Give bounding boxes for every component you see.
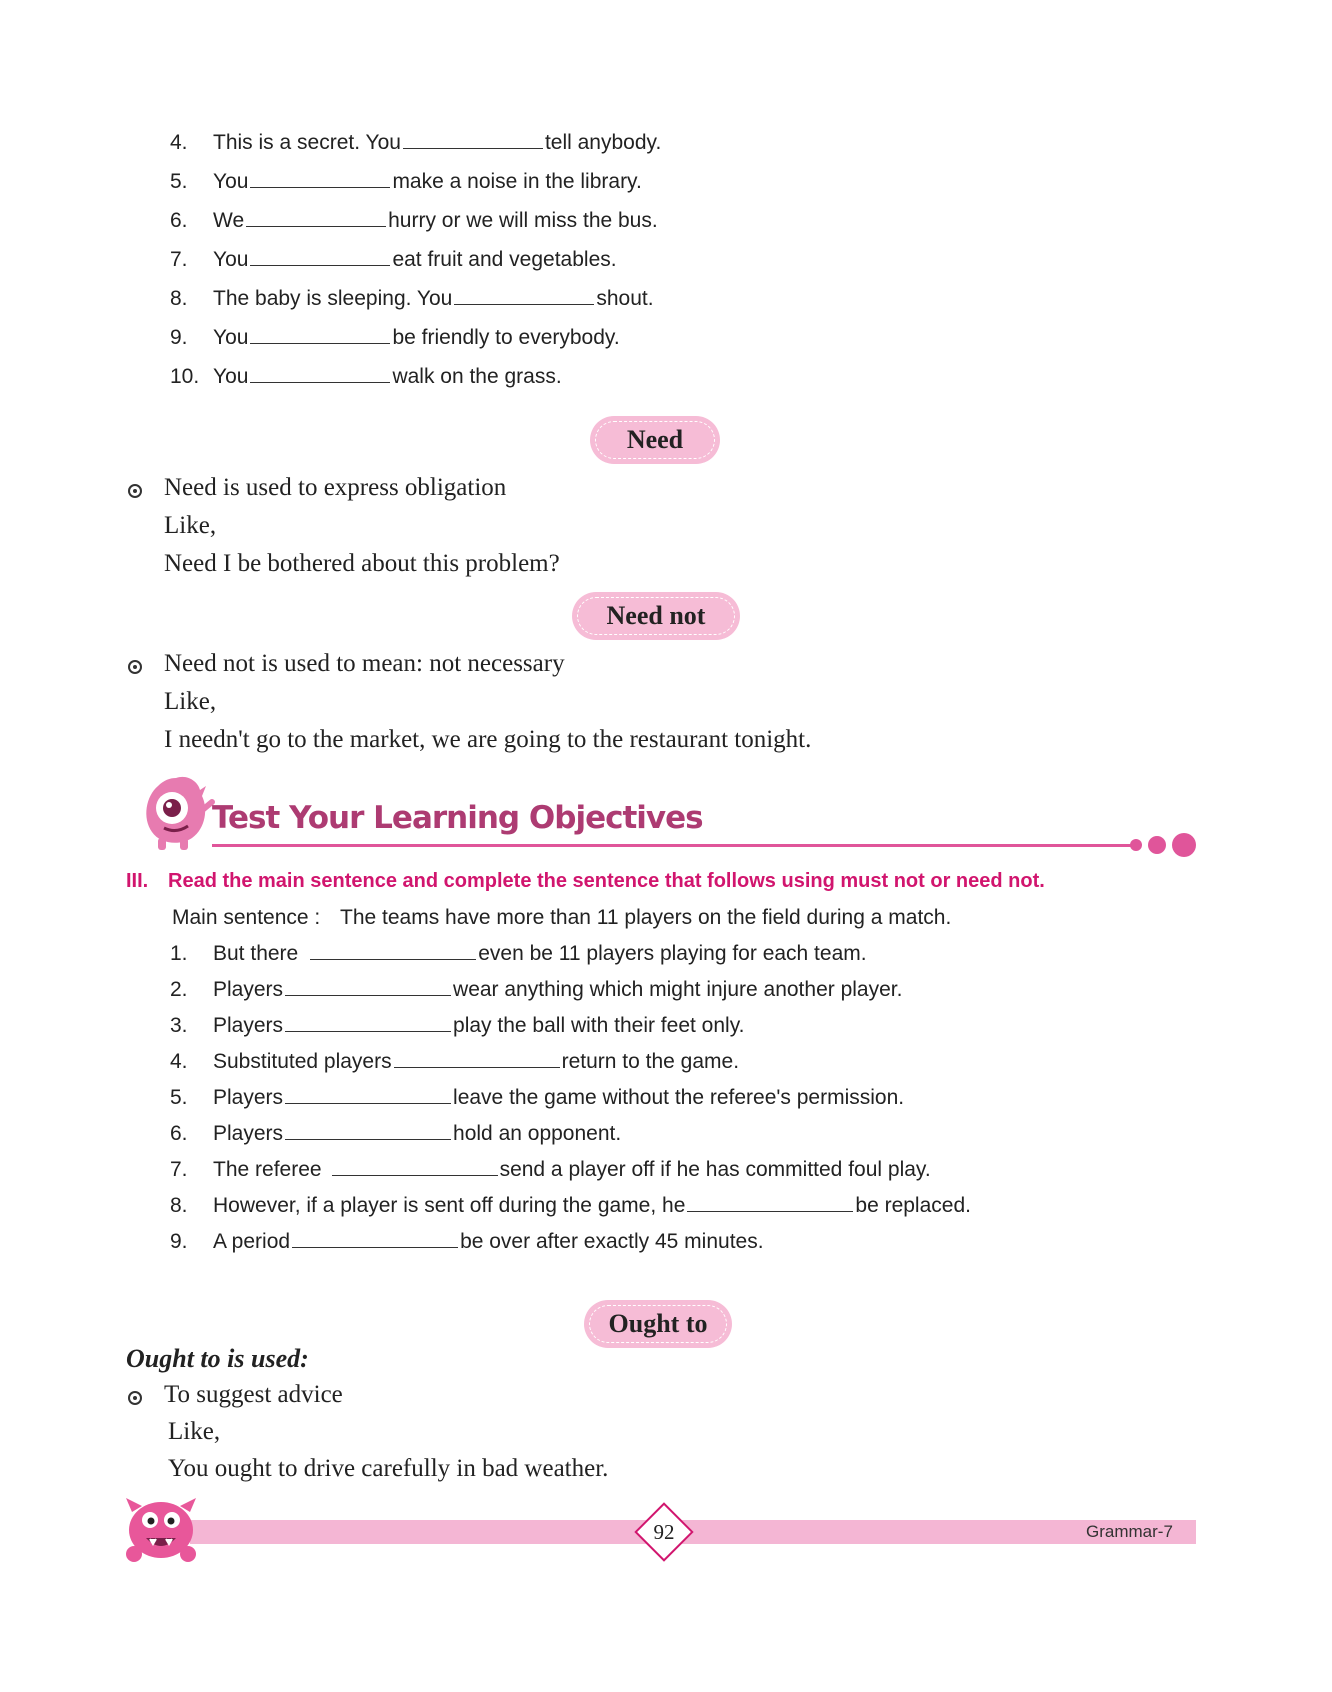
page-number: 92 bbox=[653, 1519, 675, 1544]
rule-text: To suggest advice bbox=[164, 1381, 343, 1408]
answer-blank[interactable] bbox=[454, 288, 594, 305]
item-text: You bbox=[213, 248, 249, 271]
mascot-icon bbox=[136, 772, 216, 852]
item-text: be replaced. bbox=[855, 1194, 971, 1217]
main-sentence bbox=[172, 906, 952, 930]
section-heading-ought-to bbox=[584, 1300, 732, 1348]
page-number-badge bbox=[634, 1502, 694, 1562]
item-text: shout. bbox=[596, 287, 654, 310]
item-text: even be 11 players playing for each team. bbox=[478, 942, 867, 965]
item-text: be over after exactly 45 minutes. bbox=[460, 1230, 764, 1253]
ought-to-subheading: Ought to is used: bbox=[126, 1344, 309, 1373]
item-text: Players bbox=[213, 1122, 284, 1145]
item-number: 6. bbox=[170, 1122, 188, 1145]
answer-blank[interactable] bbox=[687, 1195, 853, 1212]
item-text: A period bbox=[213, 1230, 291, 1253]
answer-blank[interactable] bbox=[403, 132, 543, 149]
like-text: Like, bbox=[164, 688, 217, 715]
item-text: The baby is sleeping. You bbox=[213, 287, 453, 310]
bullet-icon bbox=[128, 1391, 142, 1405]
dot-decoration bbox=[1148, 836, 1166, 854]
item-text: walk on the grass. bbox=[392, 365, 562, 388]
rule-text: Need is used to express obligation bbox=[164, 474, 507, 501]
item-number: 4. bbox=[170, 1050, 188, 1073]
item-text: leave the game without the referee's permission. bbox=[453, 1086, 905, 1109]
item-text: Players bbox=[213, 1014, 284, 1037]
bullet-icon bbox=[128, 484, 142, 498]
item-number: 4. bbox=[170, 131, 188, 154]
item-number: 1. bbox=[170, 942, 188, 965]
item-text: tell anybody. bbox=[544, 131, 662, 154]
like-text: Like, bbox=[164, 512, 217, 539]
rule-text: Need not is used to mean: not necessary bbox=[164, 650, 565, 677]
bullet-icon bbox=[128, 660, 142, 674]
main-sentence-text: The teams have more than 11 players on the field during a match. bbox=[340, 906, 952, 929]
example-text: Need I be bothered about this problem? bbox=[164, 550, 560, 577]
item-number: 7. bbox=[170, 248, 188, 271]
item-text: The referee bbox=[213, 1158, 322, 1181]
answer-blank[interactable] bbox=[310, 943, 476, 960]
item-text: play the ball with their feet only. bbox=[453, 1014, 745, 1037]
exercise-instruction: Read the main sentence and complete the sentence that follows using must not or need not. bbox=[168, 870, 1045, 892]
item-text: You bbox=[213, 365, 249, 388]
answer-blank[interactable] bbox=[250, 366, 390, 383]
section-heading-need bbox=[590, 416, 720, 464]
book-title: Grammar-7 bbox=[1086, 1522, 1173, 1541]
main-label: Main sentence : bbox=[172, 906, 321, 929]
item-text: But there bbox=[213, 942, 299, 965]
like-text: Like, bbox=[168, 1418, 221, 1445]
item-text: Players bbox=[213, 978, 284, 1001]
answer-blank[interactable] bbox=[250, 327, 390, 344]
answer-blank[interactable] bbox=[250, 171, 390, 188]
item-number: 9. bbox=[170, 326, 188, 349]
item-number: 6. bbox=[170, 209, 188, 232]
answer-blank[interactable] bbox=[285, 1123, 451, 1140]
heading-text: Ought to bbox=[608, 1309, 708, 1338]
answer-blank[interactable] bbox=[394, 1051, 560, 1068]
item-text: hurry or we will miss the bus. bbox=[388, 209, 658, 232]
item-text: Players bbox=[213, 1086, 284, 1109]
monster-icon bbox=[122, 1492, 200, 1564]
item-text: be friendly to everybody. bbox=[392, 326, 620, 349]
answer-blank[interactable] bbox=[285, 1087, 451, 1104]
dot-decoration bbox=[1130, 839, 1142, 851]
item-number: 3. bbox=[170, 1014, 188, 1037]
item-number: 9. bbox=[170, 1230, 188, 1253]
item-number: 8. bbox=[170, 1194, 188, 1217]
item-text: Substituted players bbox=[213, 1050, 392, 1073]
item-number: 7. bbox=[170, 1158, 188, 1181]
item-number: 8. bbox=[170, 287, 188, 310]
item-text: We bbox=[213, 209, 245, 232]
example-text: I needn't go to the market, we are going to the restaurant tonight. bbox=[164, 726, 812, 753]
dot-decoration bbox=[1172, 833, 1196, 857]
item-text: send a player off if he has committed foul play. bbox=[499, 1158, 931, 1181]
answer-blank[interactable] bbox=[285, 1015, 451, 1032]
answer-blank[interactable] bbox=[292, 1231, 458, 1248]
answer-blank[interactable] bbox=[285, 979, 451, 996]
item-number: 5. bbox=[170, 170, 188, 193]
item-text: However, if a player is sent off during the game, he bbox=[213, 1194, 686, 1217]
section-heading-need-not bbox=[572, 592, 740, 640]
heading-text: Need bbox=[626, 425, 684, 454]
item-text: wear anything which might injure another player. bbox=[453, 978, 903, 1001]
item-number: 2. bbox=[170, 978, 188, 1001]
divider bbox=[212, 844, 1134, 847]
item-number: 5. bbox=[170, 1086, 188, 1109]
item-text: hold an opponent. bbox=[453, 1122, 622, 1145]
item-text: return to the game. bbox=[561, 1050, 740, 1073]
item-text: eat fruit and vegetables. bbox=[392, 248, 617, 271]
item-text: You bbox=[213, 170, 249, 193]
example-text: You ought to drive carefully in bad weather. bbox=[168, 1455, 609, 1482]
item-number: 10. bbox=[170, 365, 200, 388]
item-text: This is a secret. You bbox=[213, 131, 401, 154]
answer-blank[interactable] bbox=[250, 249, 390, 266]
exercise-number: III. bbox=[126, 870, 149, 892]
item-text: make a noise in the library. bbox=[392, 170, 642, 193]
item-text: You bbox=[213, 326, 249, 349]
answer-blank[interactable] bbox=[246, 210, 386, 227]
objectives-title: Test Your Learning Objectives bbox=[212, 800, 703, 836]
heading-text: Need not bbox=[606, 601, 706, 630]
answer-blank[interactable] bbox=[332, 1159, 498, 1176]
